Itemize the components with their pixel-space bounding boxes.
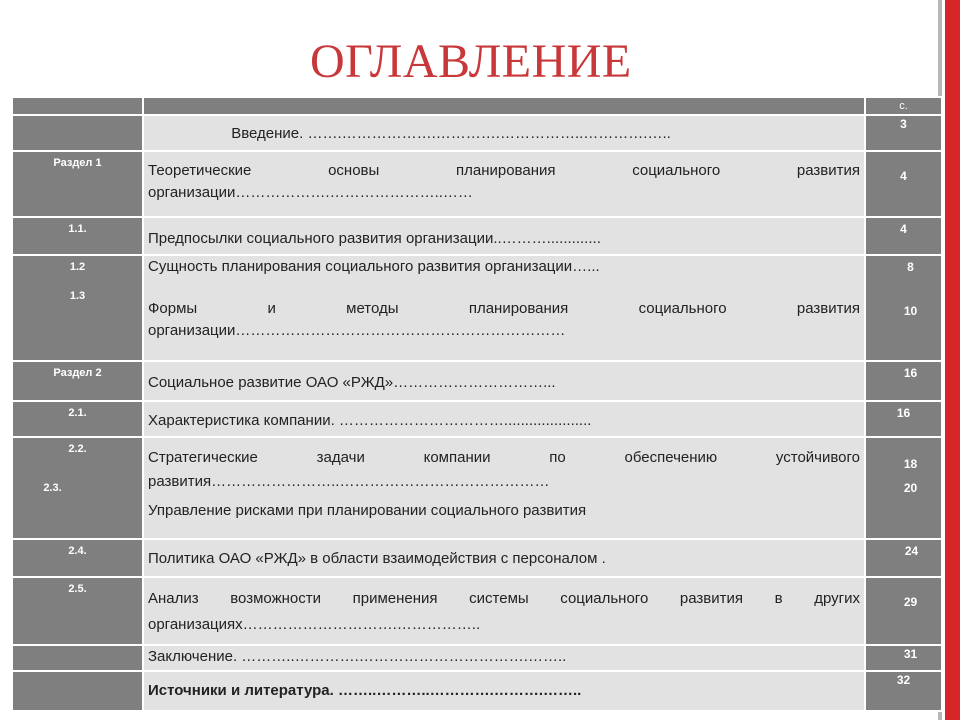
row-text[interactable] [143,115,865,151]
row-page: 16 [865,361,942,401]
row-page-a: 18 [903,457,918,471]
row-num [12,115,143,151]
row-num: 2.5. [12,577,143,645]
row-text-a: Сущность планирования социального развития организации…... [148,258,600,275]
toc-table [11,96,943,712]
row-page-double [865,437,942,539]
toc-row [12,671,942,711]
header-num-cell [12,97,143,115]
row-num: 2.4. [12,539,143,577]
row-text[interactable]: Теоретические основы планирования социального развития организации……………….…………………..…… [143,151,865,217]
toc-row [12,151,942,217]
toc-row [12,361,942,401]
row-num-a: 2.2. [68,443,87,455]
toc-row [12,255,942,361]
row-page: 4 [865,217,942,255]
row-text-double[interactable] [143,255,865,361]
row-num: Раздел 2 [12,361,143,401]
row-num-double [12,437,143,539]
row-page: 32 [865,671,942,711]
row-num: 1.1. [12,217,143,255]
toc-header-row [12,97,942,115]
row-text-double[interactable] [143,437,865,539]
row-page: 3 [865,115,942,151]
row-num-double [12,255,143,361]
row-text-b: Управление рисками при планировании социального развития [148,502,587,519]
toc-row [12,539,942,577]
accent-bar [945,0,960,720]
row-page-a: 8 [907,260,914,274]
page-column-label: с. [865,97,942,115]
row-text[interactable]: Заключение. ………..………….…………………………….…….. [143,645,865,671]
row-page: 29 [865,577,942,645]
row-text[interactable]: Характеристика компании. ……………………………..................... [143,401,865,437]
header-text-cell [143,97,865,115]
toc-row [12,437,942,539]
row-num: Раздел 1 [12,151,143,217]
row-text-label: Введение. …….……………….………….……………..………….….. [231,125,671,142]
row-text[interactable]: Анализ возможности применения системы социального развития в других организациях………………………….…………….. [143,577,865,645]
page-title: ОГЛАВЛЕНИЕ [310,35,632,88]
row-num [12,671,143,711]
row-num-b: 1.3 [69,290,86,302]
toc-row [12,115,942,151]
row-page-b: 20 [903,481,918,495]
row-num-b: 2.3. [43,482,62,494]
row-num: 2.1. [12,401,143,437]
row-num [12,645,143,671]
row-text-a: Стратегические задачи компании по обеспечению устойчивого развития……………………..…………………………………… [148,449,860,490]
row-text[interactable]: Политика ОАО «РЖД» в области взаимодействия с персоналом . [143,539,865,577]
row-text[interactable]: Источники и литература. ……..………..………….……….…….. [143,671,865,711]
row-page: 24 [865,539,942,577]
row-page: 4 [865,151,942,217]
row-text[interactable]: Социальное развитие ОАО «РЖД»…………………………... [143,361,865,401]
toc-row [12,577,942,645]
row-page: 31 [865,645,942,671]
row-text-b: Формы и методы планирования социального развития организации………………………………………………………… [148,300,860,339]
row-page-b: 10 [903,304,918,318]
row-text[interactable]: Предпосылки социального развития организации..………............. [143,217,865,255]
toc-row [12,645,942,671]
toc-row [12,217,942,255]
row-page: 16 [865,401,942,437]
row-num-a: 1.2 [69,261,86,273]
row-page-double [865,255,942,361]
toc-row [12,401,942,437]
